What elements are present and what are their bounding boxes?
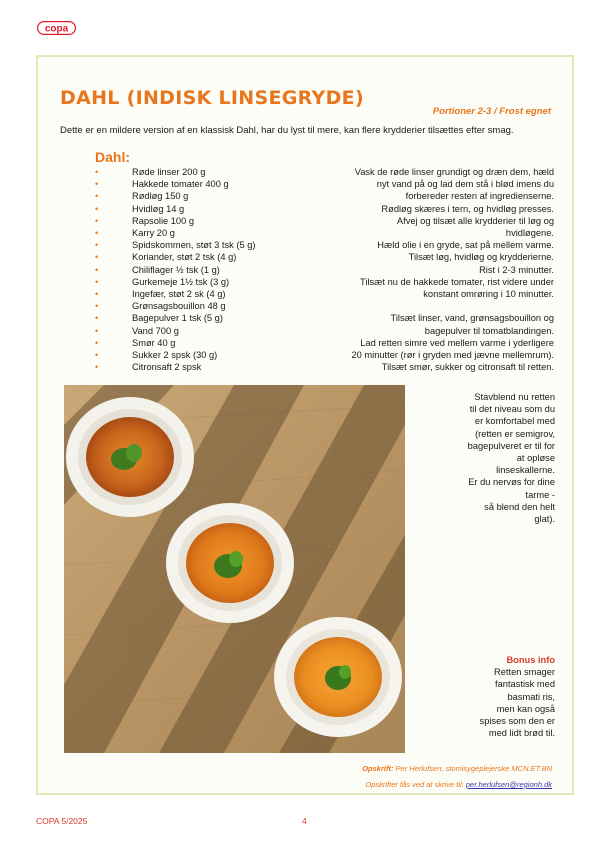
bullet-icon: • bbox=[95, 301, 99, 312]
issue-label: COPA 5/2025 bbox=[36, 816, 88, 826]
ingredient-text: Bagepulver 1 tsk (5 g) bbox=[132, 313, 223, 324]
bonus-line: fantastisk med bbox=[495, 679, 555, 690]
bonus-info bbox=[430, 654, 555, 739]
bonus-line: basmati ris, bbox=[507, 691, 555, 702]
ingredient-item bbox=[95, 276, 255, 288]
blend-line: bagepulveret er til for bbox=[467, 440, 555, 451]
ingredient-item bbox=[95, 312, 255, 324]
method-line: Vask de røde linser grundigt og dræn dem, hæld bbox=[354, 167, 554, 177]
page-number: 4 bbox=[302, 816, 307, 826]
method-line: konstant omrøring i 10 minutter. bbox=[423, 289, 554, 300]
bullet-icon: • bbox=[95, 252, 99, 263]
method-line: bagepulver til tomatblandingen. bbox=[424, 325, 554, 336]
method-text bbox=[318, 166, 554, 373]
ingredient-text: Chiliflager ½ tsk (1 g) bbox=[132, 264, 220, 275]
ingredient-item bbox=[95, 264, 255, 276]
ingredient-item bbox=[95, 178, 255, 190]
bullet-icon: • bbox=[95, 179, 99, 190]
portions-info: Portioner 2-3 / Frost egnet bbox=[432, 106, 551, 117]
blend-line: at opløse bbox=[516, 453, 555, 464]
ingredient-text: Rødløg 150 g bbox=[132, 191, 189, 202]
ingredient-item bbox=[95, 190, 255, 202]
recipe-title: DAHL (INDISK LINSEGRYDE) bbox=[60, 87, 364, 109]
method-line: Tilsæt smør, sukker og citronsaft til retten. bbox=[381, 362, 554, 373]
intro-text: Dette er en mildere version af en klassisk Dahl, har du lyst til mere, kan flere krydderier tilsættes efter smag. bbox=[60, 125, 514, 136]
blend-line: glat). bbox=[534, 514, 555, 525]
ingredient-list bbox=[95, 166, 255, 373]
ingredient-item bbox=[95, 325, 255, 337]
contact-text: Opskrifter fås ved at skrive til: bbox=[365, 780, 464, 789]
ingredient-text: Karry 20 g bbox=[132, 228, 175, 239]
ingredient-text: Sukker 2 spsk (30 g) bbox=[132, 350, 218, 361]
ingredient-item bbox=[95, 300, 255, 312]
bullet-icon: • bbox=[95, 191, 99, 202]
blend-line: Er du nervøs for dine bbox=[468, 477, 555, 488]
method-line: nyt vand på og lad dem stå i blød imens du bbox=[376, 179, 554, 190]
bonus-line: Retten smager bbox=[494, 667, 555, 678]
bullet-icon: • bbox=[95, 203, 99, 214]
bullet-icon: • bbox=[95, 240, 99, 251]
ingredient-item bbox=[95, 349, 255, 361]
method-line: Rist i 2-3 minutter. bbox=[479, 264, 554, 275]
bullet-icon: • bbox=[95, 362, 99, 373]
method-block-prep bbox=[318, 166, 554, 300]
blend-line: til det niveau som du bbox=[469, 404, 555, 415]
blend-line: er komfortabel med bbox=[474, 416, 555, 427]
method-line: forbereder resten af ingredienserne. bbox=[405, 191, 554, 202]
bullet-icon: • bbox=[95, 228, 99, 239]
ingredient-text: Citronsaft 2 spsk bbox=[132, 362, 202, 373]
method-block-simmer bbox=[318, 312, 554, 373]
bonus-line: spises som den er bbox=[479, 716, 555, 727]
ingredient-item bbox=[95, 337, 255, 349]
bullet-icon: • bbox=[95, 264, 99, 275]
ingredient-text: Grønsagsbouillon 48 g bbox=[132, 301, 226, 312]
recipe-credit bbox=[362, 764, 552, 773]
ingredients-heading: Dahl: bbox=[95, 149, 130, 165]
ingredient-item bbox=[95, 361, 255, 373]
copa-logo bbox=[37, 21, 76, 35]
blend-line: så blend den helt bbox=[484, 501, 555, 512]
method-line: Afvej og tilsæt alle krydderier til løg og bbox=[396, 215, 554, 226]
ingredient-text: Røde linser 200 g bbox=[132, 167, 206, 177]
bonus-title: Bonus info bbox=[506, 655, 555, 665]
ingredient-item bbox=[95, 203, 255, 215]
ingredient-text: Gurkemeje 1½ tsk (3 g) bbox=[132, 276, 230, 287]
dahl-photo bbox=[64, 385, 405, 753]
bullet-icon: • bbox=[95, 313, 99, 324]
ingredient-text: Hakkede tomater 400 g bbox=[132, 179, 229, 190]
ingredient-item bbox=[95, 227, 255, 239]
method-line: 20 minutter (rør i gryden med jævne mellemrum). bbox=[351, 350, 554, 361]
ingredient-text: Vand 700 g bbox=[132, 325, 179, 336]
bonus-line: med lidt brød til. bbox=[488, 728, 555, 739]
method-line: Tilsæt linser, vand, grønsagsbouillon og bbox=[390, 313, 554, 324]
ingredient-item bbox=[95, 239, 255, 251]
bullet-icon: • bbox=[95, 276, 99, 287]
blend-line: Stavblend nu retten bbox=[474, 392, 555, 402]
method-line: Hæld olie i en gryde, sat på mellem varme. bbox=[377, 240, 554, 251]
ingredient-text: Koriander, støt 2 tsk (4 g) bbox=[132, 252, 237, 263]
bullet-icon: • bbox=[95, 325, 99, 336]
method-line: hvidløgene. bbox=[505, 228, 554, 239]
bonus-text bbox=[430, 666, 555, 739]
bonus-line: men kan også bbox=[496, 703, 555, 714]
bullet-icon: • bbox=[95, 350, 99, 361]
blend-line: linseskallerne. bbox=[496, 465, 555, 476]
ingredient-item bbox=[95, 251, 255, 263]
bullet-icon: • bbox=[95, 167, 99, 177]
ingredient-item bbox=[95, 288, 255, 300]
ingredient-text: Hvidløg 14 g bbox=[132, 203, 185, 214]
bullet-icon: • bbox=[95, 337, 99, 348]
logo-text: copa bbox=[44, 23, 69, 35]
blend-line: tarme - bbox=[525, 489, 555, 500]
method-line: Tilsæt løg, hvidløg og krydderierne. bbox=[408, 252, 554, 263]
credit-label: Opskrift: bbox=[362, 764, 394, 773]
ingredient-text: Spidskommen, støt 3 tsk (5 g) bbox=[132, 240, 256, 251]
credit-author: Per Herlufsen, stomisygeplejerske MCN.ET.BN bbox=[395, 764, 552, 773]
bullet-icon: • bbox=[95, 289, 99, 300]
blend-note bbox=[430, 391, 555, 525]
method-line: Rødløg skæres i tern, og hvidløg presses. bbox=[381, 203, 554, 214]
method-line: Lad retten simre ved mellem varme i yderligere bbox=[360, 337, 554, 348]
blend-line: (retten er semigrov, bbox=[475, 428, 555, 439]
ingredient-text: Ingefær, støt 2 sk (4 g) bbox=[132, 289, 226, 300]
ingredient-text: Rapsolie 100 g bbox=[132, 215, 195, 226]
bullet-icon: • bbox=[95, 215, 99, 226]
ingredient-text: Smør 40 g bbox=[132, 337, 176, 348]
ingredient-item bbox=[95, 215, 255, 227]
ingredient-item bbox=[95, 166, 255, 178]
contact-email-link[interactable]: per.herlufsen@regionh.dk bbox=[465, 780, 552, 789]
method-line: Tilsæt nu de hakkede tomater, rist videre under bbox=[360, 276, 554, 287]
contact-line bbox=[365, 780, 552, 789]
